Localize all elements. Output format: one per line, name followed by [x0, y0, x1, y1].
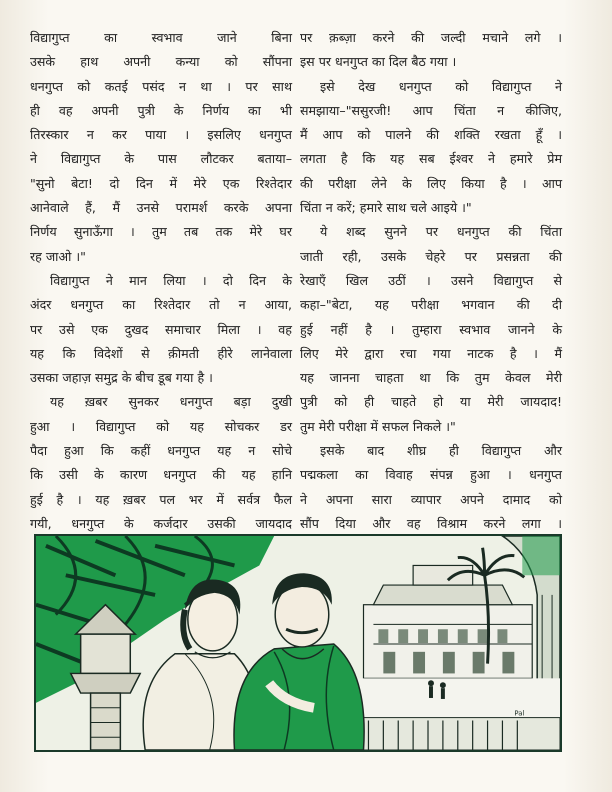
- left-column: [30, 26, 292, 536]
- text-line: अंदर धनगुप्त का रिश्तेदार तो न आया,: [30, 297, 292, 313]
- text-line: इसे देख धनगुप्त को विद्यागुप्त ने: [320, 78, 562, 94]
- text-line: हुई है । यह ख़बर पल भर में सर्वत्र फैल: [30, 491, 292, 507]
- story-illustration: [34, 534, 562, 752]
- text-line: "सुनो बेटा! दो दिन में मेरे एक रिश्तेदार: [30, 175, 292, 191]
- text-line: तिरस्कार न कर पाया । इसलिए धनगुप्त: [30, 127, 292, 143]
- text-line: हुआ । विद्यागुप्त को यह सोचकर डर: [30, 418, 292, 434]
- text-line: विद्यागुप्त का स्वभाव जाने बिना: [30, 30, 292, 45]
- text-line: यह कि विदेशों से क़ीमती हीरे लानेवाला: [30, 345, 292, 361]
- text-line: कहा–"बेटा, यह परीक्षा भगवान की दी: [300, 297, 562, 313]
- text-line: कि उसी के कारण धनगुप्त की यह हानि: [30, 467, 292, 483]
- text-line: लगता है कि यह सब ईश्वर ने हमारे प्रेम: [300, 151, 562, 167]
- text-line: रह जाओ ।": [30, 248, 86, 264]
- right-column: [300, 26, 562, 536]
- text-line: ये शब्द सुनने पर धनगुप्त की चिंता: [320, 224, 562, 240]
- text-line: पैदा हुआ कि कहीं धनगुप्त यह न सोचे: [30, 443, 292, 459]
- text-line: ने विद्यागुप्त के पास लौटकर बताया–: [30, 151, 292, 167]
- text-line: धनगुप्त को कतई पसंद न था । पर साथ: [30, 78, 292, 94]
- text-line: पर उसे एक दुखद समाचार मिला । वह: [30, 321, 292, 337]
- illustration-drawing: [36, 536, 560, 750]
- text-line: समझाया–"ससुरजी! आप चिंता न कीजिए,: [300, 102, 562, 118]
- text-line: सौंप दिया और वह विश्राम करने लगा ।: [300, 515, 562, 531]
- text-line: इसके बाद शीघ्र ही विद्यागुप्त और: [320, 443, 562, 459]
- text-line: लिए मेरे द्वारा रचा गया नाटक है । मैं: [300, 345, 562, 361]
- text-line: रेखाएँ खिल उठीं । उसने विद्यागुप्त से: [300, 272, 562, 288]
- illustrator-signature: Pal: [514, 709, 525, 718]
- courtyard: [334, 678, 560, 717]
- text-line: चिंता न करें; हमारे साथ चले आइये ।": [300, 200, 472, 216]
- text-line: पर क़ब्ज़ा करने की जल्दी मचाने लगे ।: [300, 30, 562, 45]
- text-line: इस पर धनगुप्त का दिल बैठ गया ।: [300, 54, 457, 70]
- text-line: ने अपना सारा व्यापार अपने दामाद को: [300, 491, 562, 507]
- text-line: गयी, धनगुप्त के कर्जदार उसकी जायदाद: [30, 515, 292, 531]
- text-line: की परीक्षा लेने के लिए किया है । आप: [300, 175, 562, 191]
- text-line: मैं आप को पालने की शक्ति रखता हूँ ।: [300, 127, 562, 143]
- text-line: पुत्री को ही चाहते हो या मेरी जायदाद!: [300, 394, 562, 410]
- text-line: विद्यागुप्त ने मान लिया । दो दिन के: [50, 272, 292, 288]
- text-line: उसका जहाज़ समुद्र के बीच डूब गया है ।: [30, 370, 213, 386]
- text-line: आनेवाले हैं, मैं उनसे परामर्श करके अपना: [30, 200, 292, 216]
- text-line: उसके हाथ अपनी कन्या को सौंपना: [30, 54, 292, 70]
- text-line: जाती रही, उसके चेहरे पर प्रसन्नता की: [300, 248, 562, 264]
- text-line: तुम मेरी परीक्षा में सफल निकले ।": [300, 418, 456, 434]
- text-line: ही वह अपनी पुत्री के निर्णय का भी: [30, 102, 292, 118]
- text-line: यह जानना चाहता था कि तुम केवल मेरी: [300, 370, 562, 386]
- text-line: निर्णय सुनाऊँगा । तुम तब तक मेरे घर: [30, 224, 292, 240]
- text-line: पद्मकला का विवाह संपन्न हुआ । धनगुप्त: [300, 467, 562, 483]
- text-line: हुई नहीं है । तुम्हारा स्वभाव जानने के: [300, 321, 562, 337]
- text-line: यह ख़बर सुनकर धनगुप्त बड़ा दुखी: [50, 394, 292, 410]
